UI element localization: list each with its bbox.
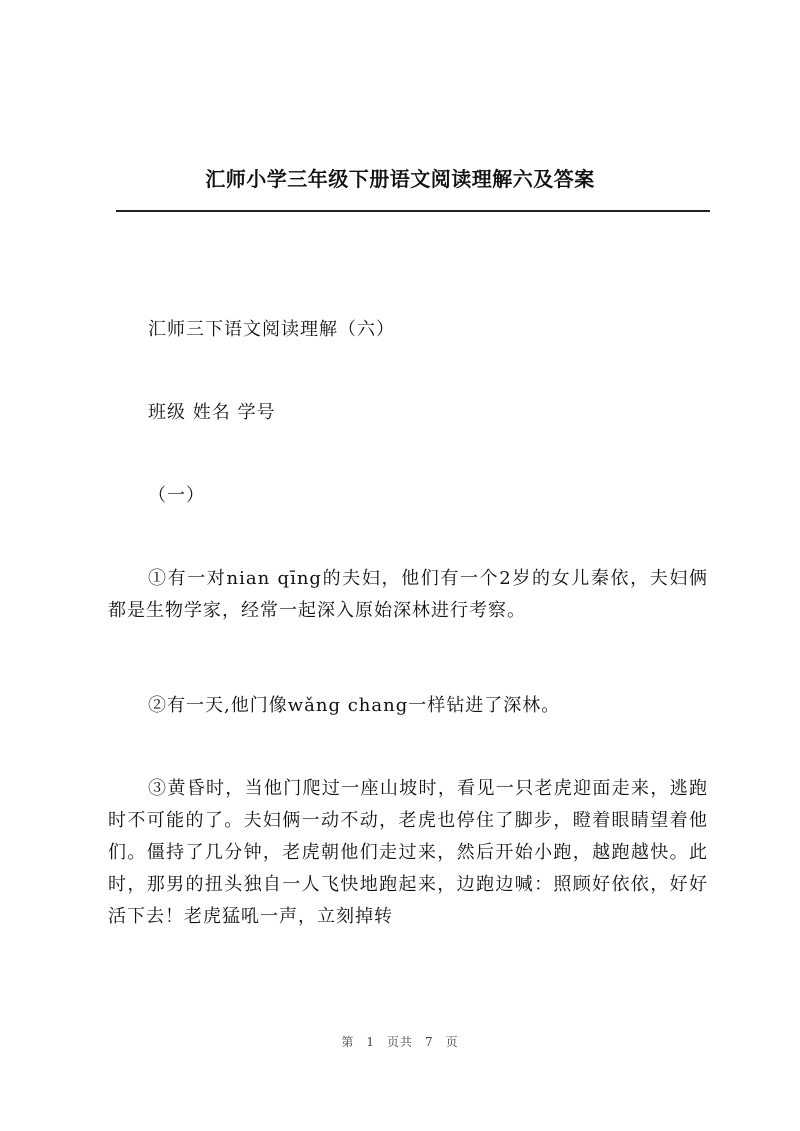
footer-current-page: 1 <box>366 1035 375 1049</box>
page-title: 汇师小学三年级下册语文阅读理解六及答案 <box>205 167 595 191</box>
subtitle: 汇师三下语文阅读理解（六） <box>148 319 395 340</box>
footer-suffix: 页 <box>445 1035 459 1049</box>
paragraph-3: ③黄昏时，当他门爬过一座山坡时，看见一只老虎迎面走来，逃跑时不可能的了。夫妇俩一动不动，老虎也停住了脚步，瞪着眼睛望着他们。僵持了几分钟，老虎朝他们走过来，然后开始小跑，越跑越快。此时，那男的扭头独自一人飞快地跑起来，边跑边喊：照顾好依依，好好活下去！老虎猛吼一声，立刻掉转 <box>108 778 708 927</box>
section-label: （一） <box>148 485 205 506</box>
paragraph-1: ①有一对nian qīng的夫妇，他们有一个2岁的女儿秦依，夫妇俩都是生物学家，经常一起深入原始深林进行考察。 <box>108 568 708 621</box>
footer-middle: 页共 <box>386 1035 413 1049</box>
paragraph-2: ②有一天,他门像wǎng chang一样钻进了深林。 <box>148 695 561 716</box>
footer-prefix: 第 <box>341 1035 355 1049</box>
page-footer <box>0 1033 800 1050</box>
footer-total-pages: 7 <box>425 1035 434 1049</box>
title-divider <box>116 210 710 212</box>
student-info: 班级 姓名 学号 <box>148 402 276 423</box>
